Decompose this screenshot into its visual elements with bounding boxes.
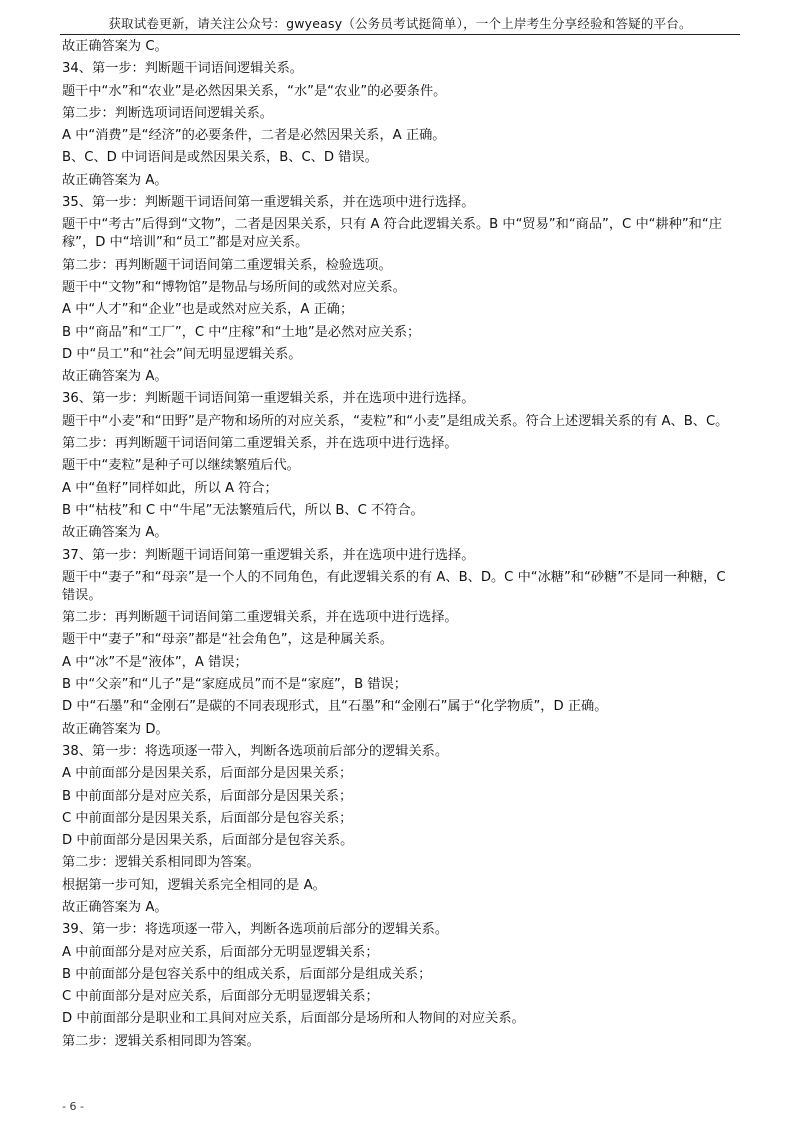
text-line: B 中前面部分是对应关系，后面部分是因果关系；: [62, 788, 353, 804]
text-line: 第二步：判断选项词语间逻辑关系。: [62, 105, 273, 121]
text-line: 39、第一步：将选项逐一带入，判断各选项前后部分的逻辑关系。: [62, 922, 449, 938]
text-line: 38、第一步：将选项逐一带入，判断各选项前后部分的逻辑关系。: [62, 743, 449, 759]
text-line: 34、第一步：判断题干词语间逻辑关系。: [62, 61, 303, 77]
text-line: 第二步：逻辑关系相同即为答案。: [62, 1033, 260, 1049]
text-line: 题干中“文物”和“博物馆”是物品与场所间的或然对应关系。: [62, 279, 406, 295]
text-line: 第二步：再判断题干词语间第二重逻辑关系，并在选项中进行选择。: [62, 436, 458, 452]
text-line: 35、第一步：判断题干词语间第一重逻辑关系，并在选项中进行选择。: [62, 195, 475, 211]
text-line: D 中“员工”和“社会”间无明显逻辑关系。: [62, 346, 302, 362]
page-number: - 6 -: [62, 1100, 84, 1113]
text-line: 题干中“水”和“农业”是必然因果关系，“水”是“农业”的必要条件。: [62, 83, 447, 99]
text-line: B 中“商品”和“工厂”，C 中“庄稼”和“土地”是必然对应关系；: [62, 324, 421, 340]
text-line: 题干中“妻子”和“母亲”是一个人的不同角色，有此逻辑关系的有 A、B、D。C 中“冰糖”和“砂糖”不是同一种糖，C 错误。: [62, 569, 726, 603]
text-line: 故正确答案为 A。: [62, 172, 168, 188]
text-line: D 中“石墨”和“金刚石”是碳的不同表现形式，且“石墨”和“金刚石”属于“化学物质”，D 正确。: [62, 699, 608, 715]
page-header: [60, 0, 740, 35]
text-line: 题干中“考古”后得到“文物”，二者是因果关系，只有 A 符合此逻辑关系。B 中“贸易”和“商品”，C 中“耕种”和“庄稼”，D 中“培训”和“员工”都是对应关系。: [62, 217, 722, 251]
text-line: D 中前面部分是职业和工具间对应关系，后面部分是场所和人物间的对应关系。: [62, 1011, 525, 1027]
text-line: B、C、D 中词语间是或然因果关系，B、C、D 错误。: [62, 150, 378, 166]
text-line: 故正确答案为 A。: [62, 369, 168, 385]
text-line: 故正确答案为 C。: [62, 39, 168, 54]
text-line: 第二步：逻辑关系相同即为答案。: [62, 855, 260, 871]
text-line: 题干中“小麦”和“田野”是产物和场所的对应关系，“麦粒”和“小麦”是组成关系。符合上述逻辑关系的有 A、B、C。: [62, 413, 729, 429]
text-line: A 中“鱼籽”同样如此，所以 A 符合；: [62, 480, 278, 496]
text-line: C 中前面部分是因果关系，后面部分是包容关系；: [62, 810, 353, 826]
text-line: 故正确答案为 A。: [62, 525, 168, 541]
text-line: 第二步：再判断题干词语间第二重逻辑关系，检验选项。: [62, 257, 392, 273]
header-notice-text: 获取试卷更新，请关注公众号：gwyeasy（公务员考试挺简单），一个上岸考生分享经验和答疑的平台。: [108, 16, 692, 31]
text-line: A 中前面部分是因果关系，后面部分是因果关系；: [62, 766, 353, 782]
text-line: 题干中“麦粒”是种子可以继续繁殖后代。: [62, 458, 300, 474]
text-line: A 中前面部分是对应关系，后面部分无明显逻辑关系；: [62, 944, 379, 960]
text-line: B 中“枯枝”和 C 中“牛尾”无法繁殖后代，所以 B、C 不符合。: [62, 502, 424, 518]
answer-explanations-body: [62, 36, 738, 1053]
text-line: 故正确答案为 A。: [62, 899, 168, 915]
text-line: 题干中“妻子”和“母亲”都是“社会角色”，这是种属关系。: [62, 632, 394, 648]
text-line: 37、第一步：判断题干词语间第一重逻辑关系，并在选项中进行选择。: [62, 547, 475, 563]
text-line: A 中“消费”是“经济”的必要条件，二者是必然因果关系，A 正确。: [62, 128, 446, 144]
text-line: A 中“人才”和“企业”也是或然对应关系，A 正确；: [62, 302, 354, 318]
text-line: 36、第一步：判断题干词语间第一重逻辑关系，并在选项中进行选择。: [62, 391, 475, 407]
text-line: A 中“冰”不是“液体”，A 错误；: [62, 654, 248, 670]
text-line: C 中前面部分是对应关系，后面部分无明显逻辑关系；: [62, 989, 379, 1005]
text-line: B 中“父亲”和“儿子”是“家庭成员”而不是“家庭”，B 错误；: [62, 677, 407, 693]
text-line: D 中前面部分是因果关系，后面部分是包容关系。: [62, 833, 354, 849]
text-line: 第二步：再判断题干词语间第二重逻辑关系，并在选项中进行选择。: [62, 610, 458, 626]
text-line: 故正确答案为 D。: [62, 721, 169, 737]
text-line: 根据第一步可知，逻辑关系完全相同的是 A。: [62, 877, 326, 893]
text-line: B 中前面部分是包容关系中的组成关系，后面部分是组成关系；: [62, 966, 432, 982]
